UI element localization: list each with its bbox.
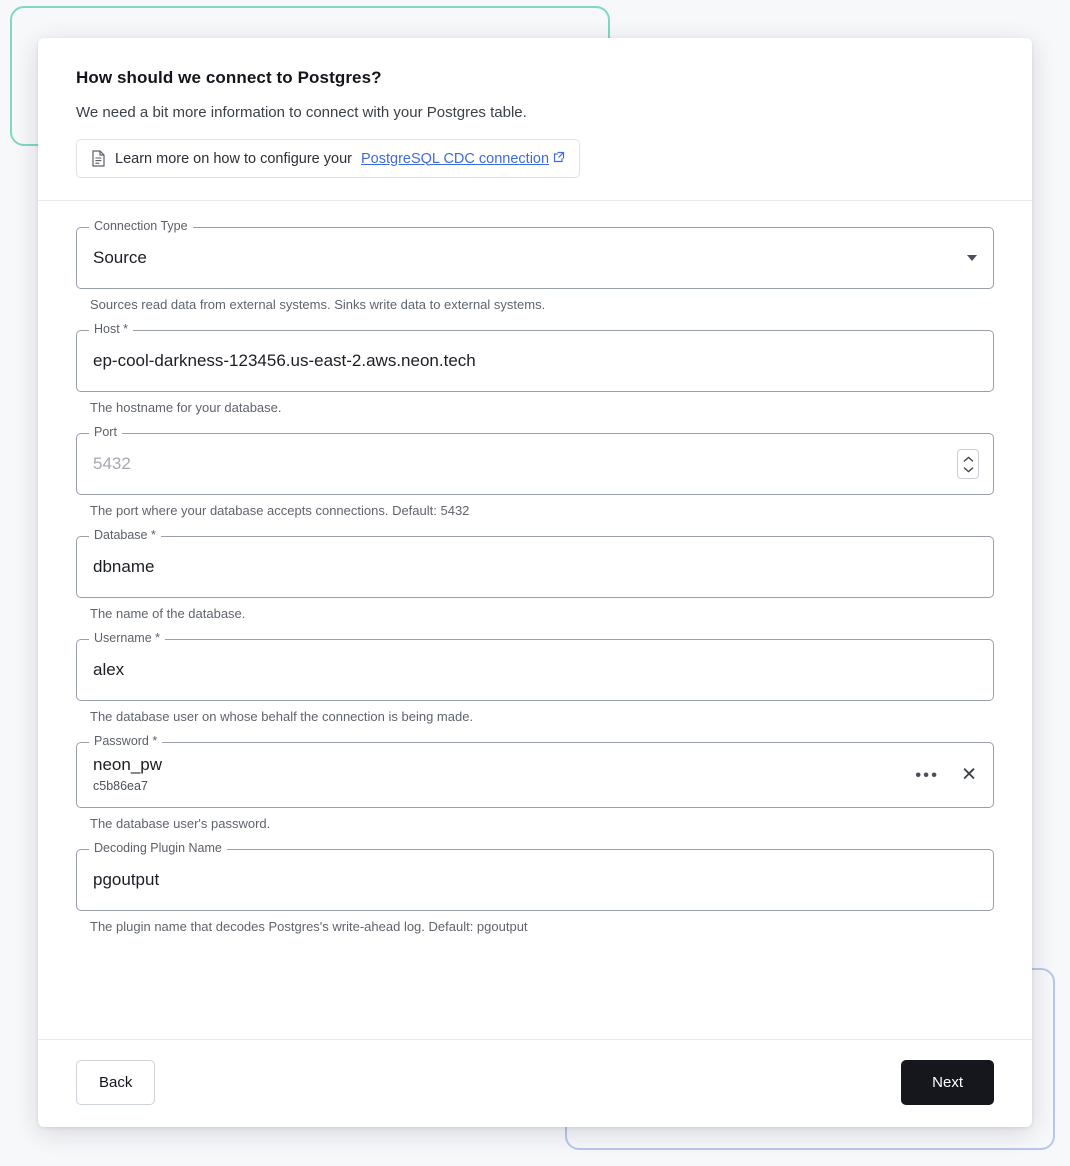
external-link-icon (553, 151, 565, 167)
decoding-plugin-label: Decoding Plugin Name (89, 842, 227, 855)
port-label: Port (89, 426, 122, 439)
password-value: neon_pw (93, 755, 163, 774)
password-label: Password * (89, 735, 162, 748)
dialog-body (38, 201, 1032, 1039)
password-actions (915, 766, 977, 785)
page-title: How should we connect to Postgres? (76, 68, 382, 87)
password-input[interactable] (76, 734, 994, 808)
field-connection-type (76, 219, 994, 312)
connection-type-helper: Sources read data from external systems. Sinks write data to external systems. (90, 297, 546, 312)
host-helper: The hostname for your database. (90, 400, 282, 415)
back-button[interactable]: Back (76, 1060, 155, 1105)
decoding-plugin-input[interactable] (76, 841, 994, 911)
host-input[interactable] (76, 322, 994, 392)
document-icon (91, 150, 106, 167)
learn-more-box (76, 139, 580, 178)
database-value: dbname (93, 556, 155, 576)
connection-type-select[interactable] (76, 219, 994, 289)
connection-type-value: Source (93, 247, 147, 267)
host-value: ep-cool-darkness-123456.us-east-2.aws.neon.tech (93, 350, 476, 370)
port-input[interactable] (76, 425, 994, 495)
ellipsis-icon[interactable]: ••• (915, 765, 940, 785)
username-label: Username * (89, 632, 165, 645)
next-button[interactable]: Next (901, 1060, 994, 1105)
decoding-plugin-helper: The plugin name that decodes Postgres's write-ahead log. Default: pgoutput (90, 919, 528, 934)
learn-more-text: Learn more on how to configure your (115, 150, 352, 167)
host-label: Host * (89, 323, 133, 336)
database-label: Database * (89, 529, 161, 542)
password-secret-id: c5b86ea7 (93, 779, 148, 794)
field-database (76, 528, 994, 621)
database-helper: The name of the database. (90, 606, 246, 621)
field-host (76, 322, 994, 415)
connect-postgres-dialog (38, 38, 1032, 1127)
field-username (76, 631, 994, 724)
chevron-down-icon[interactable] (967, 255, 977, 261)
dialog-subtitle: We need a bit more information to connect with your Postgres table. (76, 104, 527, 121)
field-password (76, 734, 994, 831)
chevron-up-icon[interactable] (963, 456, 974, 463)
port-helper: The port where your database accepts connections. Default: 5432 (90, 503, 470, 518)
username-input[interactable] (76, 631, 994, 701)
field-decoding-plugin (76, 841, 994, 934)
link-label: PostgreSQL CDC connection (360, 150, 550, 167)
port-placeholder: 5432 (93, 453, 131, 473)
chevron-down-icon[interactable] (963, 466, 974, 473)
close-icon[interactable]: ✕ (961, 764, 977, 786)
username-value: alex (93, 659, 125, 679)
postgres-cdc-doc-link[interactable] (361, 151, 565, 167)
field-port (76, 425, 994, 518)
dialog-footer (38, 1039, 1032, 1127)
connection-type-label: Connection Type (89, 220, 193, 233)
username-helper: The database user on whose behalf the connection is being made. (90, 709, 474, 724)
decoding-plugin-value: pgoutput (93, 869, 160, 889)
quantity-stepper[interactable] (957, 449, 979, 479)
database-input[interactable] (76, 528, 994, 598)
password-helper: The database user's password. (90, 816, 271, 831)
dialog-header (38, 38, 1032, 201)
